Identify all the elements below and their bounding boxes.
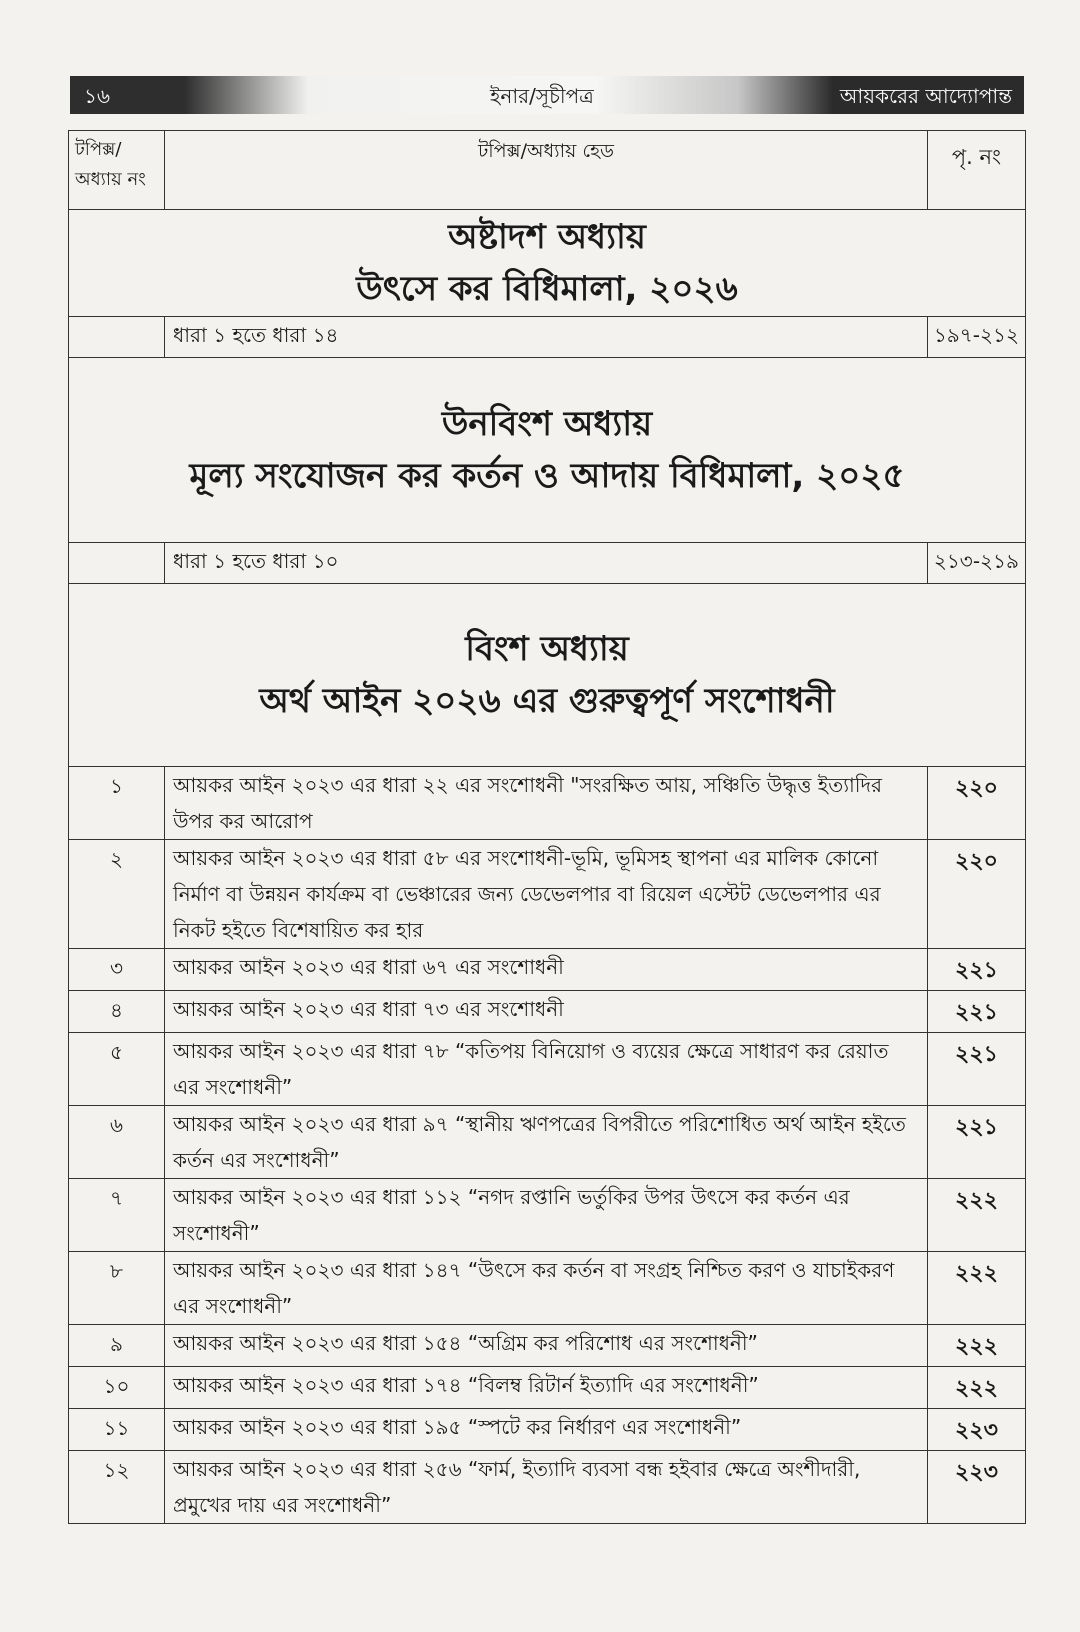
chapter-subtitle: মূল্য সংযোজন কর কর্তন ও আদায় বিধিমালা, ২০২৫ bbox=[189, 456, 905, 496]
row-number: ৩ bbox=[69, 949, 165, 991]
chapter-subtitle: অর্থ আইন ২০২৬ এর গুরুত্বপূর্ণ সংশোধনী bbox=[259, 681, 835, 721]
row-topic: আয়কর আইন ২০২৩ এর ধারা ৭৩ এর সংশোধনী bbox=[165, 991, 928, 1033]
table-row bbox=[69, 991, 1026, 1033]
row-number: ১১ bbox=[69, 1409, 165, 1451]
row-number: ১২ bbox=[69, 1451, 165, 1524]
table-row bbox=[69, 1325, 1026, 1367]
chapter-heading-row bbox=[69, 584, 1026, 767]
row-number: ১০ bbox=[69, 1367, 165, 1409]
table-header-row bbox=[69, 131, 1026, 210]
table-row bbox=[69, 1179, 1026, 1252]
chapter-subtitle: উৎসে কর বিধিমালা, ২০২৬ bbox=[356, 269, 738, 309]
row-page: ২২১ bbox=[928, 991, 1026, 1033]
table-row bbox=[69, 1409, 1026, 1451]
table-row bbox=[69, 1367, 1026, 1409]
header-topic: টপিক্স/অধ্যায় হেড bbox=[165, 131, 928, 210]
table-row bbox=[69, 949, 1026, 991]
row-page: ২২০ bbox=[928, 767, 1026, 840]
chapter-range-row bbox=[69, 317, 1026, 358]
chapter-title: অষ্টাদশ অধ্যায় bbox=[448, 217, 646, 257]
row-number: ৬ bbox=[69, 1106, 165, 1179]
row-topic: আয়কর আইন ২০২৩ এর ধারা ৯৭ “স্থানীয় ঋণপত্রের বিপরীতে পরিশোধিত অর্থ আইন হইতে কর্তন এর সংশোধনী” bbox=[165, 1106, 928, 1179]
row-topic: আয়কর আইন ২০২৩ এর ধারা ১১২ “নগদ রপ্তানি ভর্তুকির উপর উৎসে কর কর্তন এর সংশোধনী” bbox=[165, 1179, 928, 1252]
contents-table bbox=[68, 130, 1026, 1524]
chapter-pages: ২১৩-২১৯ bbox=[928, 543, 1026, 584]
row-page: ২২৩ bbox=[928, 1409, 1026, 1451]
row-page: ২২১ bbox=[928, 949, 1026, 991]
book-title: আয়করের আদ্যোপান্ত bbox=[839, 84, 1012, 108]
row-topic: আয়কর আইন ২০২৩ এর ধারা ৭৮ “কতিপয় বিনিয়োগ ও ব্যয়ের ক্ষেত্রে সাধারণ কর রেয়াত এর সংশোধনী” bbox=[165, 1033, 928, 1106]
chapter-range: ধারা ১ হতে ধারা ১৪ bbox=[165, 317, 928, 358]
header-num: টপিক্স/ অধ্যায় নং bbox=[69, 131, 165, 210]
row-number: ১ bbox=[69, 767, 165, 840]
chapter-title: উনবিংশ অধ্যায় bbox=[441, 404, 653, 444]
row-page: ২২১ bbox=[928, 1106, 1026, 1179]
chapter-title: বিংশ অধ্যায় bbox=[465, 629, 629, 669]
row-number: ৮ bbox=[69, 1252, 165, 1325]
chapter-range-row bbox=[69, 543, 1026, 584]
row-page: ২২২ bbox=[928, 1179, 1026, 1252]
chapter-range: ধারা ১ হতে ধারা ১০ bbox=[165, 543, 928, 584]
row-number: ২ bbox=[69, 840, 165, 949]
row-number: ৪ bbox=[69, 991, 165, 1033]
row-number: ৫ bbox=[69, 1033, 165, 1106]
row-number: ৭ bbox=[69, 1179, 165, 1252]
chapter-heading-row bbox=[69, 210, 1026, 317]
table-row bbox=[69, 1252, 1026, 1325]
table-row bbox=[69, 767, 1026, 840]
table-row bbox=[69, 1451, 1026, 1524]
row-page: ২২২ bbox=[928, 1325, 1026, 1367]
table-row bbox=[69, 840, 1026, 949]
page-number: ১৬ bbox=[84, 84, 110, 108]
row-topic: আয়কর আইন ২০২৩ এর ধারা ১৪৭ “উৎসে কর কর্তন বা সংগ্রহ নিশ্চিত করণ ও যাচাইকরণ এর সংশোধনী” bbox=[165, 1252, 928, 1325]
row-topic: আয়কর আইন ২০২৩ এর ধারা ৬৭ এর সংশোধনী bbox=[165, 949, 928, 991]
row-page: ২২২ bbox=[928, 1252, 1026, 1325]
header-page: পৃ. নং bbox=[928, 131, 1026, 210]
row-page: ২২২ bbox=[928, 1367, 1026, 1409]
row-number: ৯ bbox=[69, 1325, 165, 1367]
row-topic: আয়কর আইন ২০২৩ এর ধারা ২৫৬ “ফার্ম, ইত্যাদি ব্যবসা বন্ধ হইবার ক্ষেত্রে অংশীদারী, প্রমুখের দায় এর সংশোধনী” bbox=[165, 1451, 928, 1524]
row-topic: আয়কর আইন ২০২৩ এর ধারা ৫৮ এর সংশোধনী-ভূমি, ভূমিসহ স্থাপনা এর মালিক কোনো নির্মাণ বা উন্নয়ন কার্যক্রম বা ভেঞ্চারের জন্য ডেভেলপার বা রিয়েল এস্টেট ডেভেলপার এর নিকট হইতে বিশেষায়িত কর হার bbox=[165, 840, 928, 949]
section-label: ইনার/সূচীপত্র bbox=[490, 84, 594, 108]
chapter-pages: ১৯৭-২১২ bbox=[928, 317, 1026, 358]
row-page: ২২১ bbox=[928, 1033, 1026, 1106]
row-page: ২২৩ bbox=[928, 1451, 1026, 1524]
row-topic: আয়কর আইন ২০২৩ এর ধারা ২২ এর সংশোধনী "সংরক্ষিত আয়, সঞ্চিতি উদ্ধৃত্ত ইত্যাদির উপর কর আরোপ bbox=[165, 767, 928, 840]
table-row bbox=[69, 1106, 1026, 1179]
row-topic: আয়কর আইন ২০২৩ এর ধারা ১৯৫ “স্পটে কর নির্ধারণ এর সংশোধনী” bbox=[165, 1409, 928, 1451]
chapter-heading-row bbox=[69, 358, 1026, 543]
row-topic: আয়কর আইন ২০২৩ এর ধারা ১৭৪ “বিলম্ব রিটার্ন ইত্যাদি এর সংশোধনী” bbox=[165, 1367, 928, 1409]
row-page: ২২০ bbox=[928, 840, 1026, 949]
row-topic: আয়কর আইন ২০২৩ এর ধারা ১৫৪ “অগ্রিম কর পরিশোধ এর সংশোধনী” bbox=[165, 1325, 928, 1367]
table-row bbox=[69, 1033, 1026, 1106]
page-header bbox=[70, 76, 1024, 114]
